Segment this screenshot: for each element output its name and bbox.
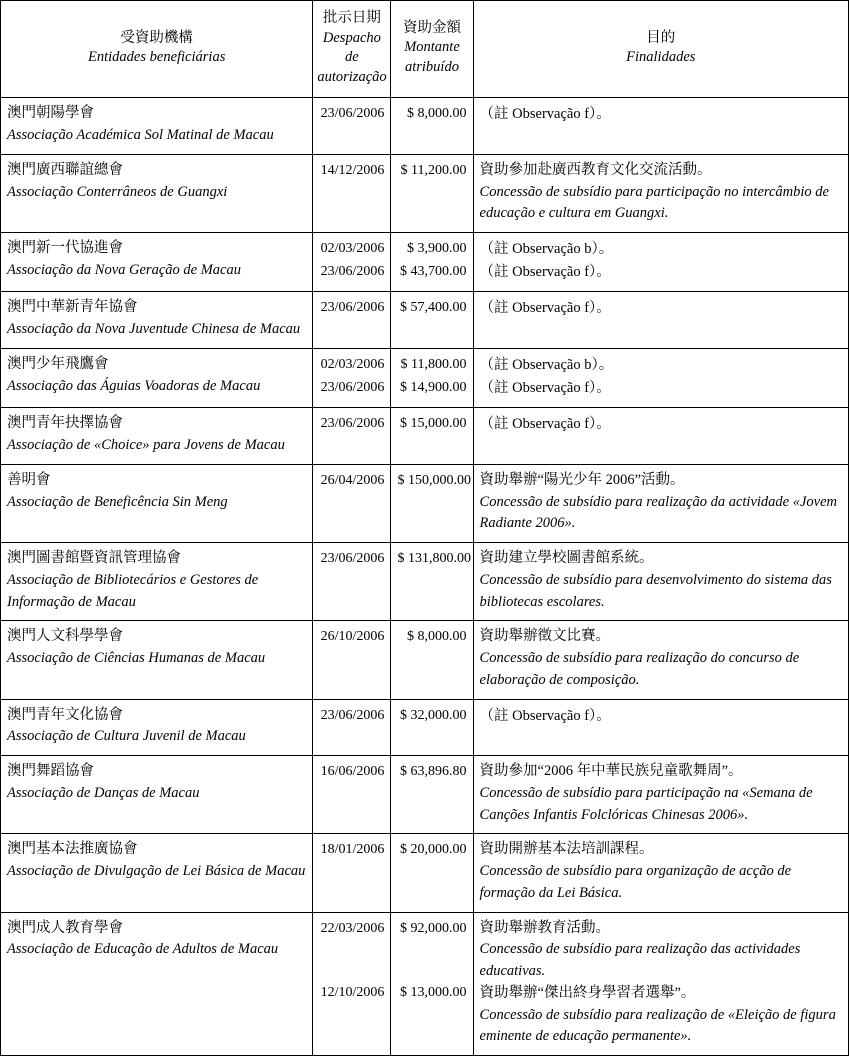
- date-value: 23/06/2006: [320, 106, 385, 122]
- column-header-amount-zh: 資助金額: [402, 19, 461, 36]
- cell-entity: [1, 154, 313, 232]
- table-row: [1, 834, 849, 912]
- cell-date: [313, 834, 391, 912]
- purpose-text-pt: Concessão de subsídio para participação na «Semana de Canções Infantis Folclóricas Chinesas 2006».: [479, 784, 813, 823]
- amount-value: $ 63,896.80: [400, 764, 467, 779]
- entity-name-pt: Associação de Bibliotecários e Gestores de Informação de Macau: [7, 571, 259, 610]
- table-header: [1, 1, 849, 98]
- table-row: [1, 348, 849, 407]
- column-header-date: [313, 1, 391, 98]
- cell-amount: [391, 699, 473, 756]
- column-header-purpose-zh: 目的: [646, 29, 676, 46]
- purpose-text-zh: 資助舉辦教育活動。: [479, 919, 611, 936]
- purpose-text-pt-2: Concessão de subsídio para realização de «Eleição de figura eminente de educação permanente».: [479, 1006, 836, 1045]
- column-header-purpose: [473, 1, 848, 98]
- entity-name-pt: Associação da Nova Geração de Macau: [7, 261, 241, 278]
- amount-value: $ 57,400.00: [400, 300, 467, 316]
- cell-entity: [1, 408, 313, 465]
- date-value: 22/03/2006: [320, 920, 385, 936]
- entity-name-pt: Associação de «Choice» para Jovens de Macau: [7, 437, 285, 453]
- cell-purpose: [473, 408, 848, 465]
- cell-purpose: [473, 834, 848, 912]
- amount-value: $ 11,800.00: [400, 356, 467, 372]
- table-body: [1, 98, 849, 1056]
- entity-name-zh: 澳門中華新青年協會: [7, 299, 138, 316]
- cell-date: [313, 98, 391, 155]
- date-value: 16/06/2006: [320, 764, 385, 779]
- spacer: [319, 940, 384, 961]
- cell-date: [313, 233, 391, 292]
- cell-date: [313, 699, 391, 756]
- table-row: [1, 543, 849, 621]
- cell-date: [313, 348, 391, 407]
- cell-purpose: [473, 699, 848, 756]
- cell-entity: [1, 464, 313, 542]
- entity-name-zh: 澳門新一代協進會: [7, 240, 123, 256]
- cell-date: [313, 292, 391, 349]
- amount-value: $ 150,000.00: [397, 472, 471, 488]
- cell-amount: [391, 154, 473, 232]
- cell-entity: [1, 233, 313, 292]
- entity-name-zh: 澳門廣西聯誼總會: [7, 161, 123, 178]
- purpose-text-zh: 資助舉辦“陽光少年 2006”活動。: [479, 471, 685, 488]
- table-row: [1, 699, 849, 756]
- cell-amount: [391, 408, 473, 465]
- table-row: [1, 98, 849, 155]
- cell-entity: [1, 621, 313, 699]
- cell-date: [313, 464, 391, 542]
- entity-name-zh: 澳門青年抉擇協會: [7, 415, 123, 432]
- date-value: 18/01/2006: [320, 842, 385, 858]
- cell-amount: [391, 292, 473, 349]
- cell-entity: [1, 292, 313, 349]
- cell-purpose: [473, 233, 848, 292]
- cell-purpose: [473, 621, 848, 699]
- date-value: 26/04/2006: [320, 472, 385, 488]
- date-value: 23/06/2006: [320, 379, 385, 395]
- cell-date: [313, 756, 391, 834]
- purpose-note: （註 Observação f）。: [479, 106, 611, 123]
- cell-date: [313, 408, 391, 465]
- date-value: 02/03/2006: [320, 241, 385, 256]
- purpose-note: （註 Observação b）。: [479, 356, 614, 373]
- table-row: [1, 756, 849, 834]
- date-value: 14/12/2006: [320, 162, 385, 178]
- purpose-text-pt: Concessão de subsídio para realização da actividade «Jovem Radiante 2006».: [479, 493, 838, 532]
- entity-name-pt: Associação de Danças de Macau: [7, 784, 200, 801]
- cell-amount: [391, 543, 473, 621]
- amount-value: $ 3,900.00: [407, 241, 467, 256]
- cell-entity: [1, 912, 313, 1056]
- column-header-entity: [1, 1, 313, 98]
- amount-value: $ 131,800.00: [397, 551, 471, 566]
- date-value: 02/03/2006: [320, 356, 385, 372]
- amount-value: $ 8,000.00: [407, 629, 467, 645]
- cell-entity: [1, 699, 313, 756]
- amount-value: $ 32,000.00: [400, 707, 467, 723]
- entity-name-pt: Associação de Cultura Juvenil de Macau: [7, 728, 246, 745]
- cell-entity: [1, 834, 313, 912]
- amount-value: $ 92,000.00: [400, 920, 467, 936]
- purpose-text-pt: Concessão de subsídio para realização das actividades educativas.: [479, 941, 801, 979]
- purpose-text-zh: 資助參加赴廣西教育文化交流活動。: [479, 161, 712, 178]
- column-header-date-zh: 批示日期: [322, 10, 381, 26]
- table-row: [1, 233, 849, 292]
- purpose-note: （註 Observação b）。: [479, 241, 614, 257]
- purpose-text-zh: 資助開辦基本法培訓課程。: [479, 841, 654, 858]
- purpose-note: （註 Observação f）。: [479, 416, 611, 433]
- entity-name-zh: 澳門少年飛鷹會: [7, 355, 109, 372]
- cell-purpose: [473, 543, 848, 621]
- cell-purpose: [473, 348, 848, 407]
- column-header-amount-pt: Montante atribuído: [404, 39, 460, 75]
- entity-name-zh: 澳門基本法推廣協會: [7, 841, 138, 858]
- spacer: [319, 961, 384, 982]
- cell-date: [313, 621, 391, 699]
- entity-name-pt: Associação da Nova Juventude Chinesa de Macau: [7, 321, 301, 338]
- purpose-text-pt: Concessão de subsídio para realização do concurso de elaboração de composição.: [479, 650, 800, 688]
- amount-value: $ 8,000.00: [407, 106, 467, 122]
- cell-purpose: [473, 98, 848, 155]
- cell-amount: [391, 834, 473, 912]
- cell-amount: [391, 621, 473, 699]
- entity-name-zh: 澳門成人教育學會: [7, 919, 123, 936]
- purpose-note: （註 Observação f）。: [479, 707, 611, 724]
- date-value: 23/06/2006: [320, 416, 385, 432]
- column-header-date-pt: Despacho de autorização: [317, 29, 387, 85]
- spacer: [397, 940, 466, 961]
- cell-purpose: [473, 292, 848, 349]
- amount-value: $ 14,900.00: [400, 379, 467, 395]
- purpose-note: （註 Observação f）。: [479, 300, 611, 317]
- cell-entity: [1, 756, 313, 834]
- cell-entity: [1, 543, 313, 621]
- amount-value: $ 20,000.00: [400, 842, 467, 858]
- entity-name-pt: Associação de Educação de Adultos de Macau: [7, 941, 279, 958]
- cell-amount: [391, 464, 473, 542]
- entity-name-pt: Associação de Ciências Humanas de Macau: [7, 650, 266, 666]
- purpose-note: （註 Observação f）。: [479, 264, 611, 281]
- cell-purpose: [473, 912, 848, 1056]
- purpose-text-pt: Concessão de subsídio para desenvolvimento do sistema das bibliotecas escolares.: [479, 571, 832, 610]
- table-row: [1, 464, 849, 542]
- amount-value: $ 43,700.00: [400, 263, 467, 279]
- table-row: [1, 292, 849, 349]
- table-row: [1, 408, 849, 465]
- cell-date: [313, 912, 391, 1056]
- amount-value: $ 11,200.00: [400, 162, 467, 178]
- cell-entity: [1, 98, 313, 155]
- date-value: 23/06/2006: [320, 707, 385, 723]
- entity-name-zh: 澳門人文科學學會: [7, 628, 123, 645]
- header-row: [1, 1, 849, 98]
- entity-name-pt: Associação das Águias Voadoras de Macau: [7, 377, 261, 394]
- table-row: [1, 154, 849, 232]
- cell-purpose: [473, 756, 848, 834]
- cell-entity: [1, 348, 313, 407]
- purpose-note: （註 Observação f）。: [479, 380, 611, 397]
- purpose-text-zh: 資助舉辦徵文比賽。: [479, 628, 611, 645]
- purpose-text-zh: 資助參加“2006 年中華民族兒童歌舞周”。: [479, 763, 743, 779]
- cell-amount: [391, 233, 473, 292]
- cell-amount: [391, 98, 473, 155]
- entity-name-zh: 澳門朝陽學會: [7, 105, 94, 122]
- column-header-entity-pt: Entidades beneficiárias: [88, 49, 226, 66]
- date-value: 23/06/2006: [320, 263, 385, 279]
- purpose-text-pt: Concessão de subsídio para participação no intercâmbio de educação e cultura em Guangxi.: [479, 183, 829, 222]
- amount-value: $ 13,000.00: [400, 985, 467, 1001]
- entity-name-pt: Associação de Divulgação de Lei Básica de Macau: [7, 863, 306, 879]
- cell-amount: [391, 348, 473, 407]
- column-header-entity-zh: 受資助機構: [120, 29, 193, 46]
- spacer: [397, 961, 466, 982]
- column-header-purpose-pt: Finalidades: [626, 49, 696, 66]
- date-value: 23/06/2006: [320, 300, 385, 316]
- amount-value: $ 15,000.00: [400, 416, 467, 432]
- entity-name-zh: 澳門舞蹈協會: [7, 763, 94, 779]
- entity-name-pt: Associação Académica Sol Matinal de Macau: [7, 127, 274, 143]
- entity-name-zh: 善明會: [7, 471, 51, 488]
- column-header-amount: [391, 1, 473, 98]
- table-row: [1, 912, 849, 1056]
- date-value: 26/10/2006: [320, 629, 385, 645]
- entity-name-pt: Associação de Beneficência Sin Meng: [7, 493, 228, 510]
- cell-purpose: [473, 154, 848, 232]
- purpose-text-zh-2: 資助舉辦“傑出終身學習者選舉”。: [479, 984, 696, 1001]
- table-row: [1, 621, 849, 699]
- cell-amount: [391, 756, 473, 834]
- cell-purpose: [473, 464, 848, 542]
- date-value: 12/10/2006: [320, 985, 385, 1001]
- cell-date: [313, 543, 391, 621]
- purpose-text-pt: Concessão de subsídio para organização de acção de formação da Lei Básica.: [479, 863, 792, 901]
- cell-amount: [391, 912, 473, 1056]
- entity-name-pt: Associação Conterrâneos de Guangxi: [7, 183, 228, 200]
- purpose-text-zh: 資助建立學校圖書館系統。: [479, 550, 654, 566]
- date-value: 23/06/2006: [320, 551, 385, 566]
- cell-date: [313, 154, 391, 232]
- entity-name-zh: 澳門青年文化協會: [7, 706, 123, 723]
- entity-name-zh: 澳門圖書館暨資訊管理協會: [7, 550, 181, 566]
